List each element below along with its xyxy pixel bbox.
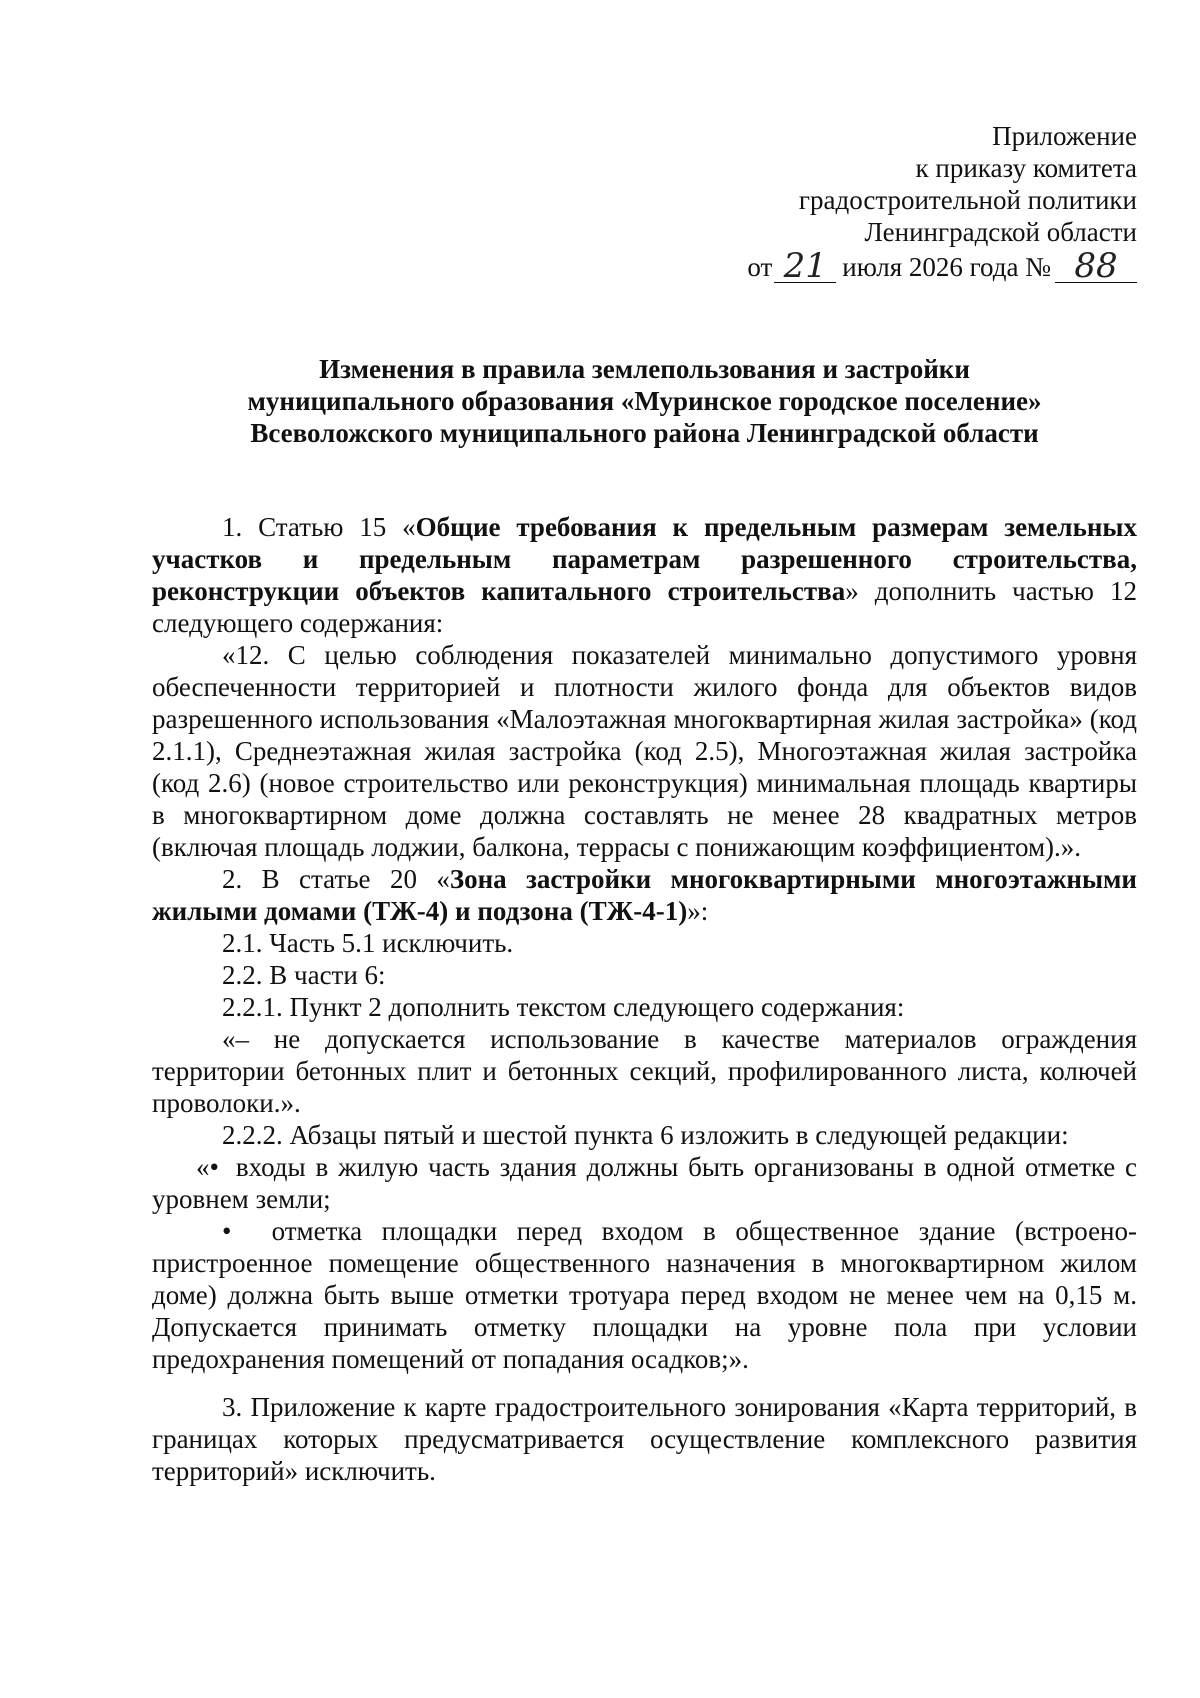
bullet-text: отметка площадки перед входом в общественное здание (встроено-пристроенное помещение общественного назначения в многоквартирном жилом доме) должна быть выше отметки тротуара перед входом не менее чем на 0,15 м. Допускается принимать отметку площадки на уровне пола при условии предохранения помещений от попадания осадков;».	[152, 1216, 1137, 1374]
order-date-line	[152, 246, 1137, 286]
section-2-lead: 2. В статье 20 «	[222, 864, 450, 894]
order-reference: к приказу комитета	[915, 153, 1137, 183]
region-name: Ленинградской области	[864, 217, 1137, 247]
date-month-year: июля 2026 года №	[842, 252, 1051, 282]
section-1-lead: 1. Статью 15 «	[222, 512, 416, 542]
item-2-2: 2.2. В части 6:	[222, 960, 386, 990]
bullet-text: входы в жилую часть здания должны быть организованы в одной отметке с уровнем земли;	[152, 1152, 1138, 1214]
bullet-marker: «•	[196, 1152, 219, 1182]
section-1-article-title: Общие требования к предельным размерам земельных участков и предельным параметрам разрешенного строительства, реконструкции объектов капитального строительства	[152, 512, 1137, 606]
document-title	[152, 353, 1137, 449]
appendix-header	[152, 120, 1137, 286]
bullet-item-entrances	[152, 1151, 1137, 1215]
item-2-2-1: 2.2.1. Пункт 2 дополнить текстом следующего содержания:	[222, 992, 905, 1022]
title-line-3: Всеволожского муниципального района Ленинградской области	[250, 418, 1039, 448]
title-line-2: муниципального образования «Муринское городское поселение»	[247, 386, 1042, 416]
bullet-marker: •	[222, 1216, 232, 1246]
bullet-item-platform	[152, 1215, 1137, 1375]
document-body	[152, 511, 1137, 1487]
title-line-1: Изменения в правила землепользования и застройки	[319, 354, 970, 384]
section-2-article-title: Зона застройки многоквартирными многоэтажными жилыми домами (ТЖ-4) и подзона (ТЖ-4-1)	[152, 864, 1137, 926]
document-page	[152, 120, 1137, 1487]
fence-quote: «– не допускается использование в качестве материалов ограждения территории бетонных плит и бетонных секций, профилированного листа, колючей проволоки.».	[152, 1024, 1137, 1118]
item-2-2-2: 2.2.2. Абзацы пятый и шестой пункта 6 изложить в следующей редакции:	[222, 1120, 1069, 1150]
handwritten-order-number: 88	[1055, 250, 1137, 283]
date-prefix: от	[747, 252, 773, 282]
section-1-tail: » дополнить частью 12 следующего содержания:	[152, 576, 1137, 638]
section-2-paragraph	[152, 863, 1137, 927]
handwritten-day: 21	[774, 250, 836, 283]
section-3-paragraph: 3. Приложение к карте градостроительного зонирования «Карта территорий, в границах которых предусматривается осуществление комплексного развития территорий» исключить.	[152, 1392, 1137, 1486]
section-1-paragraph	[152, 511, 1137, 639]
committee-name: градостроительной политики	[798, 185, 1137, 215]
section-1-quote: «12. С целью соблюдения показателей минимально допустимого уровня обеспеченности территорией и плотности жилого фонда для объектов видов разрешенного использования «Малоэтажная многоквартирная жилая застройка» (код 2.1.1), Среднеэтажная жилая застройка (код 2.5), Многоэтажная жилая застройка (код 2.6) (новое строительство или реконструкция) минимальная площадь квартиры в многоквартирном доме должна составлять не менее 28 квадратных метров (включая площадь лоджии, балкона, террасы с понижающим коэффициентом).».	[152, 640, 1137, 862]
section-2-tail: »:	[687, 896, 709, 926]
item-2-1: 2.1. Часть 5.1 исключить.	[222, 928, 514, 958]
appendix-label: Приложение	[992, 121, 1137, 151]
